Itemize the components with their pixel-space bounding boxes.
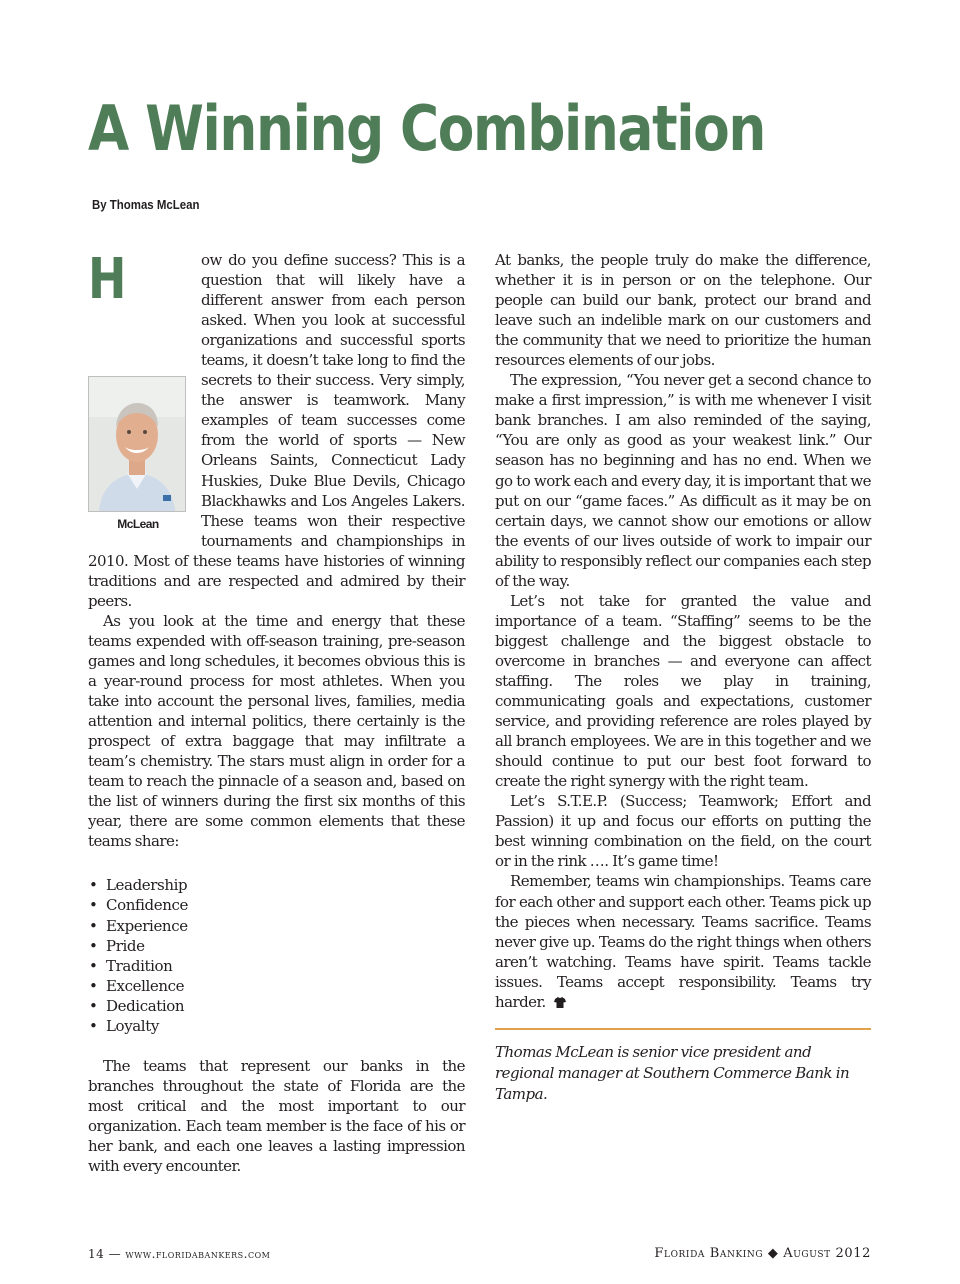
- paragraph-6: Let’s not take for granted the value and importance of a team. “Staffing” seems to be the biggest challenge and the biggest obstacle to overcome in branches — and everyone can affect staffing. The roles we play in training, communicating goals and expectations, customer service, and providing reference are roles played by all branch employees. We are in this together and we should continue to put our best foot forward to create the right synergy with the right team.: [495, 591, 871, 791]
- list-item: • Leadership: [88, 875, 465, 895]
- paragraph-2: As you look at the time and energy that these teams expended with off-season training, pre-season games and long schedules, it becomes obvious this is a year-round process for most athletes. When you take into account the personal lives, families, media attention and internal politics, there certainly is the prospect of extra baggage that may infiltrate a team’s chemistry. The stars must align in order for a team to reach the pinnacle of a season and, based on the list of winners during the first six months of this year, there are some common elements that these teams share:: [88, 611, 465, 851]
- paragraph-3: The teams that represent our banks in the branches throughout the state of Florida are the most critical and the most important to our organization. Each team member is the face of his or her bank, and each one leaves a lasting impression with every encounter.: [88, 1056, 465, 1176]
- paragraph-7: Let’s S.T.E.P. (Success; Teamwork; Effort and Passion) it up and focus our efforts on putting the best winning combination on the field, on the court or in the rink …. It’s game time!: [495, 792, 871, 871]
- list-item: • Pride: [88, 936, 465, 956]
- author-photo: [88, 376, 186, 512]
- shirt-icon: [554, 996, 566, 1011]
- list-item: • Dedication: [88, 996, 465, 1016]
- intro-paragraph: [88, 247, 465, 611]
- author-bio: Thomas McLean is senior vice president and regional manager at Southern Commerce Bank in Tampa.: [495, 1042, 850, 1103]
- intro-text: ow do you define success? This is a question that will likely have a different answer from each person asked. When you look at successful organizations and successful sports teams, it doesn’t take long to find the secrets to their success. Very simply, the answer is teamwork. Many examples of team successes come from the world of sports — New Orleans Saints, Connecticut Lady Huskies, Duke Blue Devils, Chicago Blackhawks and Los Angeles Lakers. These teams won their respective tournaments and championships in 2010. Most of these teams have histories of winning traditions and are respected and admired by their peers.: [88, 251, 465, 610]
- author-photo-block: [88, 376, 188, 532]
- paragraph-8-text: Remember, teams win championships. Teams care for each other and support each other. Teams pick up the pieces when necessary. Teams sacrifice. Teams never give up. Teams do the right things when others aren’t watching. Teams have spirit. Teams tackle issues. Teams accept responsibility. Teams try harder.: [495, 872, 871, 1011]
- footer-page-url: 14 — www.floridabankers.com: [88, 1247, 271, 1261]
- list-item: • Tradition: [88, 956, 465, 976]
- paragraph-4: At banks, the people truly do make the difference, whether it is in person or on the telephone. Our people can build our bank, protect our brand and leave such an indelible mark on our customers and the community that we need to prioritize the human resources elements of our jobs.: [495, 251, 871, 370]
- footer-publication: Florida Banking ◆ August 2012: [654, 1246, 871, 1261]
- list-item: • Loyalty: [88, 1016, 465, 1036]
- list-item: • Confidence: [88, 895, 465, 915]
- left-column: [88, 247, 465, 1176]
- bio-divider: [495, 1028, 871, 1030]
- photo-caption: McLean: [117, 517, 159, 531]
- portrait-image: [89, 377, 185, 511]
- list-item: • Excellence: [88, 976, 465, 996]
- list-item: • Experience: [88, 916, 465, 936]
- article-title: A Winning Combination: [88, 92, 765, 165]
- right-column: [495, 250, 871, 1105]
- common-elements-list: [88, 875, 465, 1035]
- drop-cap: H: [88, 247, 126, 312]
- paragraph-5: The expression, “You never get a second chance to make a first impression,” is with me whenever I visit bank branches. I am also reminded of the saying, “You are only as good as your weakest link.” Our season has no beginning and has no end. When we go to work each and every day, it is important that we put on our “game faces.” As difficult as it may be on certain days, we cannot show our emotions or allow the events of our lives outside of work to impair our ability to responsibly reflect our companies each step of the way.: [495, 371, 872, 590]
- byline: By Thomas McLean: [92, 197, 200, 212]
- paragraph-8: [495, 871, 871, 1013]
